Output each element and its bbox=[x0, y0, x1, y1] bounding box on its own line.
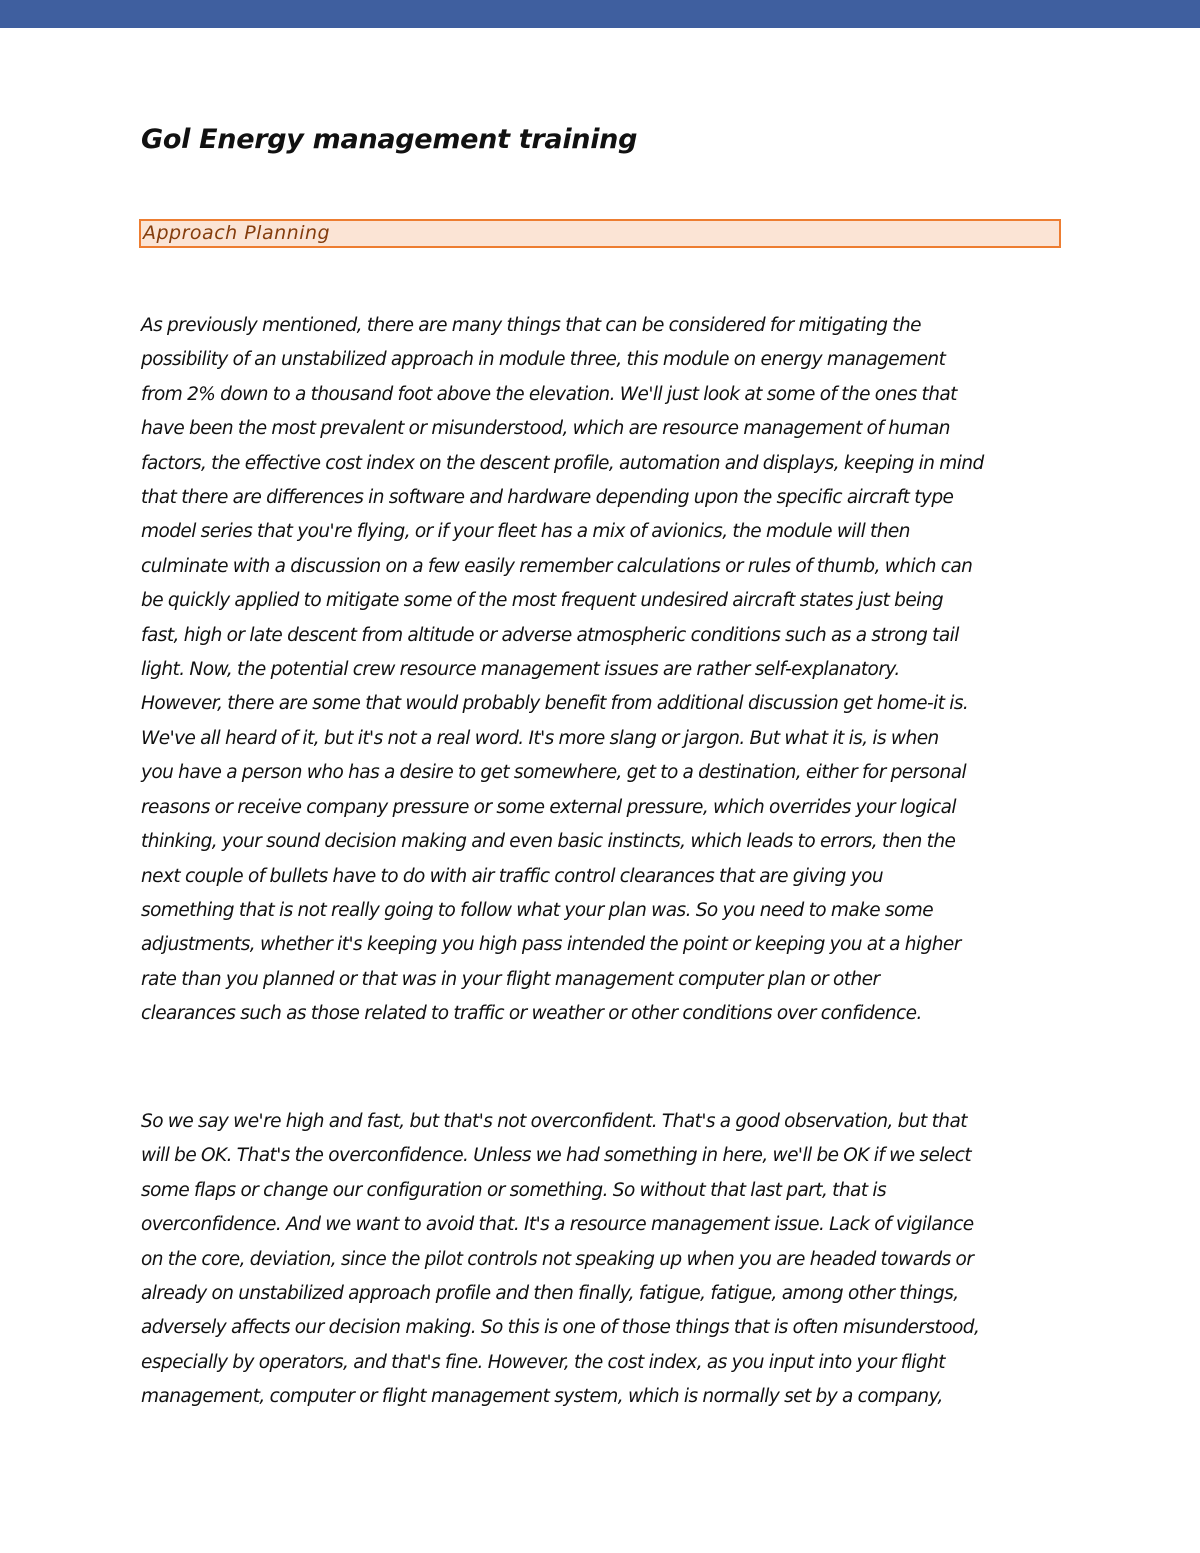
text-line: have been the most prevalent or misunderstood, which are resource management of human bbox=[141, 418, 950, 440]
text-line: model series that you're flying, or if your fleet has a mix of avionics, the module will then bbox=[141, 521, 910, 543]
section-heading-box bbox=[139, 219, 1061, 248]
text-line: overconfidence. And we want to avoid that. It's a resource management issue. Lack of vigilance bbox=[141, 1214, 974, 1236]
text-line: adjustments, whether it's keeping you high pass intended the point or keeping you at a higher bbox=[141, 934, 961, 956]
top-banner bbox=[0, 0, 1200, 28]
text-line: next couple of bullets have to do with air traffic control clearances that are giving you bbox=[141, 865, 884, 887]
text-line: factors, the effective cost index on the descent profile, automation and displays, keeping in mind bbox=[141, 452, 984, 474]
document-title: Gol Energy management training bbox=[141, 124, 638, 155]
body-paragraph-1 bbox=[141, 309, 1056, 1032]
text-line: be quickly applied to mitigate some of the most frequent undesired aircraft states just being bbox=[141, 590, 944, 612]
text-line: especially by operators, and that's fine. However, the cost index, as you input into your flight bbox=[141, 1351, 945, 1373]
text-line: However, there are some that would probably benefit from additional discussion get home-it is. bbox=[141, 693, 969, 715]
text-line: already on unstabilized approach profile and then finally, fatigue, fatigue, among other things, bbox=[141, 1283, 959, 1305]
text-line: thinking, your sound decision making and even basic instincts, which leads to errors, then the bbox=[141, 831, 956, 853]
body-paragraph-2 bbox=[141, 1105, 1056, 1415]
text-line: from 2% down to a thousand foot above the elevation. We'll just look at some of the ones that bbox=[141, 383, 957, 405]
text-line: rate than you planned or that was in your flight management computer plan or other bbox=[141, 968, 880, 990]
text-line: management, computer or flight management system, which is normally set by a company, bbox=[141, 1386, 943, 1408]
text-line: So we say we're high and fast, but that's not overconfident. That's a good observation, but that bbox=[141, 1111, 967, 1132]
text-line: As previously mentioned, there are many things that can be considered for mitigating the bbox=[141, 315, 922, 336]
text-line: We've all heard of it, but it's not a real word. It's more slang or jargon. But what it is, is when bbox=[141, 727, 939, 749]
section-heading-text: Approach Planning bbox=[143, 222, 331, 244]
text-line: that there are differences in software and hardware depending upon the specific aircraft type bbox=[141, 487, 954, 509]
text-line: something that is not really going to follow what your plan was. So you need to make some bbox=[141, 899, 934, 921]
text-line: possibility of an unstabilized approach in module three, this module on energy management bbox=[141, 349, 946, 371]
text-line: some flaps or change our configuration or something. So without that last part, that is bbox=[141, 1179, 887, 1201]
text-line: you have a person who has a desire to get somewhere, get to a destination, either for personal bbox=[141, 762, 967, 784]
text-line: culminate with a discussion on a few easily remember calculations or rules of thumb, which can bbox=[141, 555, 973, 577]
text-line: will be OK. That's the overconfidence. Unless we had something in here, we'll be OK if we select bbox=[141, 1145, 972, 1167]
text-line: fast, high or late descent from altitude or adverse atmospheric conditions such as a strong tail bbox=[141, 624, 959, 646]
text-line: on the core, deviation, since the pilot controls not speaking up when you are headed towards or bbox=[141, 1248, 974, 1270]
text-line: light. Now, the potential crew resource management issues are rather self-explanatory. bbox=[141, 659, 900, 681]
text-line: adversely affects our decision making. So this is one of those things that is often misunderstood, bbox=[141, 1317, 980, 1339]
text-line: clearances such as those related to traffic or weather or other conditions over confidence. bbox=[141, 1003, 922, 1025]
text-line: reasons or receive company pressure or some external pressure, which overrides your logical bbox=[141, 796, 956, 818]
